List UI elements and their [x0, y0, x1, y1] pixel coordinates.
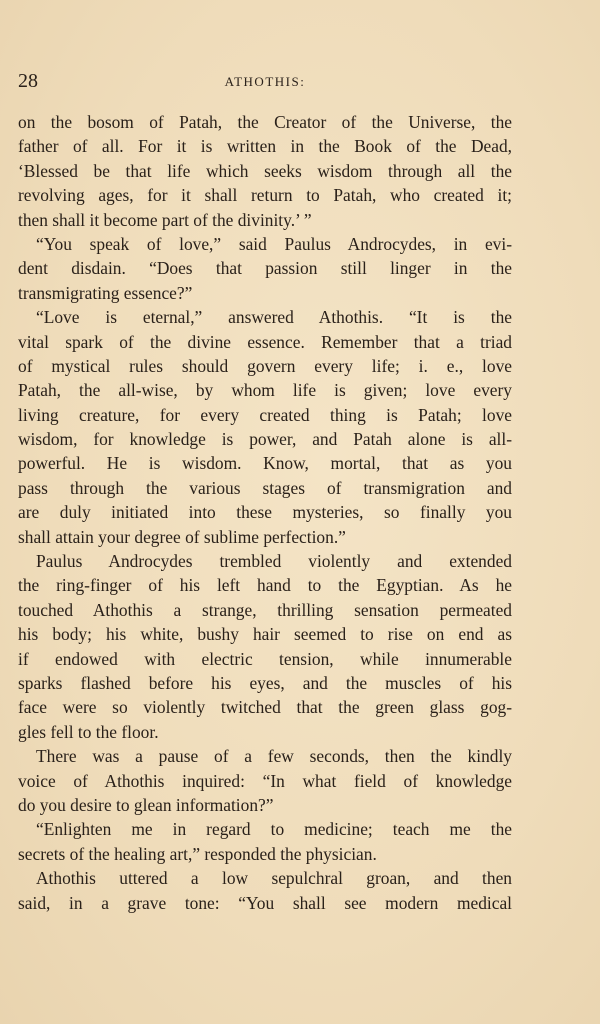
text-line: said, in a grave tone: “You shall see modern medical — [18, 892, 512, 913]
text-line: are duly initiated into these mysteries, so finally you — [18, 502, 512, 523]
text-line: pass through the various stages of transmigration and — [18, 477, 512, 498]
text-line: vital spark of the divine essence. Remember that a triad — [18, 331, 512, 352]
text-line: dent disdain. “Does that passion still linger in the — [18, 258, 512, 279]
text-line: on the bosom of Patah, the Creator of the Universe, the — [18, 112, 512, 132]
text-line: revolving ages, for it shall return to Patah, who created it; — [18, 185, 512, 206]
page-number: 28 — [18, 70, 38, 92]
text-line: living creature, for every created thing is Patah; love — [18, 404, 512, 425]
text-line: his body; his white, bushy hair seemed to rise on end as — [18, 624, 512, 645]
text-line: do you desire to glean information?” — [18, 794, 274, 815]
text-line: ‘Blessed be that life which seeks wisdom through all the — [18, 160, 512, 181]
text-line: gles fell to the floor. — [18, 721, 159, 742]
text-line: voice of Athothis inquired: “In what field of knowledge — [18, 770, 512, 791]
text-line: “Love is eternal,” answered Athothis. “It is the — [36, 307, 512, 328]
text-line: shall attain your degree of sublime perfection.” — [18, 526, 346, 547]
running-head — [18, 70, 512, 100]
text-line: powerful. He is wisdom. Know, mortal, that as you — [18, 453, 512, 474]
text-line: There was a pause of a few seconds, then the kindly — [36, 746, 512, 767]
body-text — [18, 110, 512, 915]
text-line: if endowed with electric tension, while innumerable — [18, 648, 512, 669]
text-line: touched Athothis a strange, thrilling sensation permeated — [18, 599, 512, 620]
text-line: “You speak of love,” said Paulus Androcydes, in evi- — [36, 233, 512, 254]
text-line: secrets of the healing art,” responded the physician. — [18, 843, 377, 864]
text-line: father of all. For it is written in the Book of the Dead, — [18, 136, 512, 157]
text-line: the ring-finger of his left hand to the Egyptian. As he — [18, 575, 512, 596]
text-line: of mystical rules should govern every life; i. e., love — [18, 355, 512, 376]
text-line: transmigrating essence?” — [18, 282, 193, 303]
text-line: face were so violently twitched that the green glass gog- — [18, 697, 512, 718]
text-line: Patah, the all-wise, by whom life is given; love every — [18, 380, 512, 401]
text-line: “Enlighten me in regard to medicine; teach me the — [36, 819, 512, 840]
text-line: Athothis uttered a low sepulchral groan, and then — [36, 868, 512, 889]
text-line: wisdom, for knowledge is power, and Patah alone is all- — [18, 429, 512, 450]
text-line: sparks flashed before his eyes, and the muscles of his — [18, 672, 512, 693]
running-title: ATHOTHIS: — [224, 74, 306, 89]
text-line: Paulus Androcydes trembled violently and extended — [36, 551, 512, 572]
text-line: then shall it become part of the divinity.’ ” — [18, 209, 312, 230]
